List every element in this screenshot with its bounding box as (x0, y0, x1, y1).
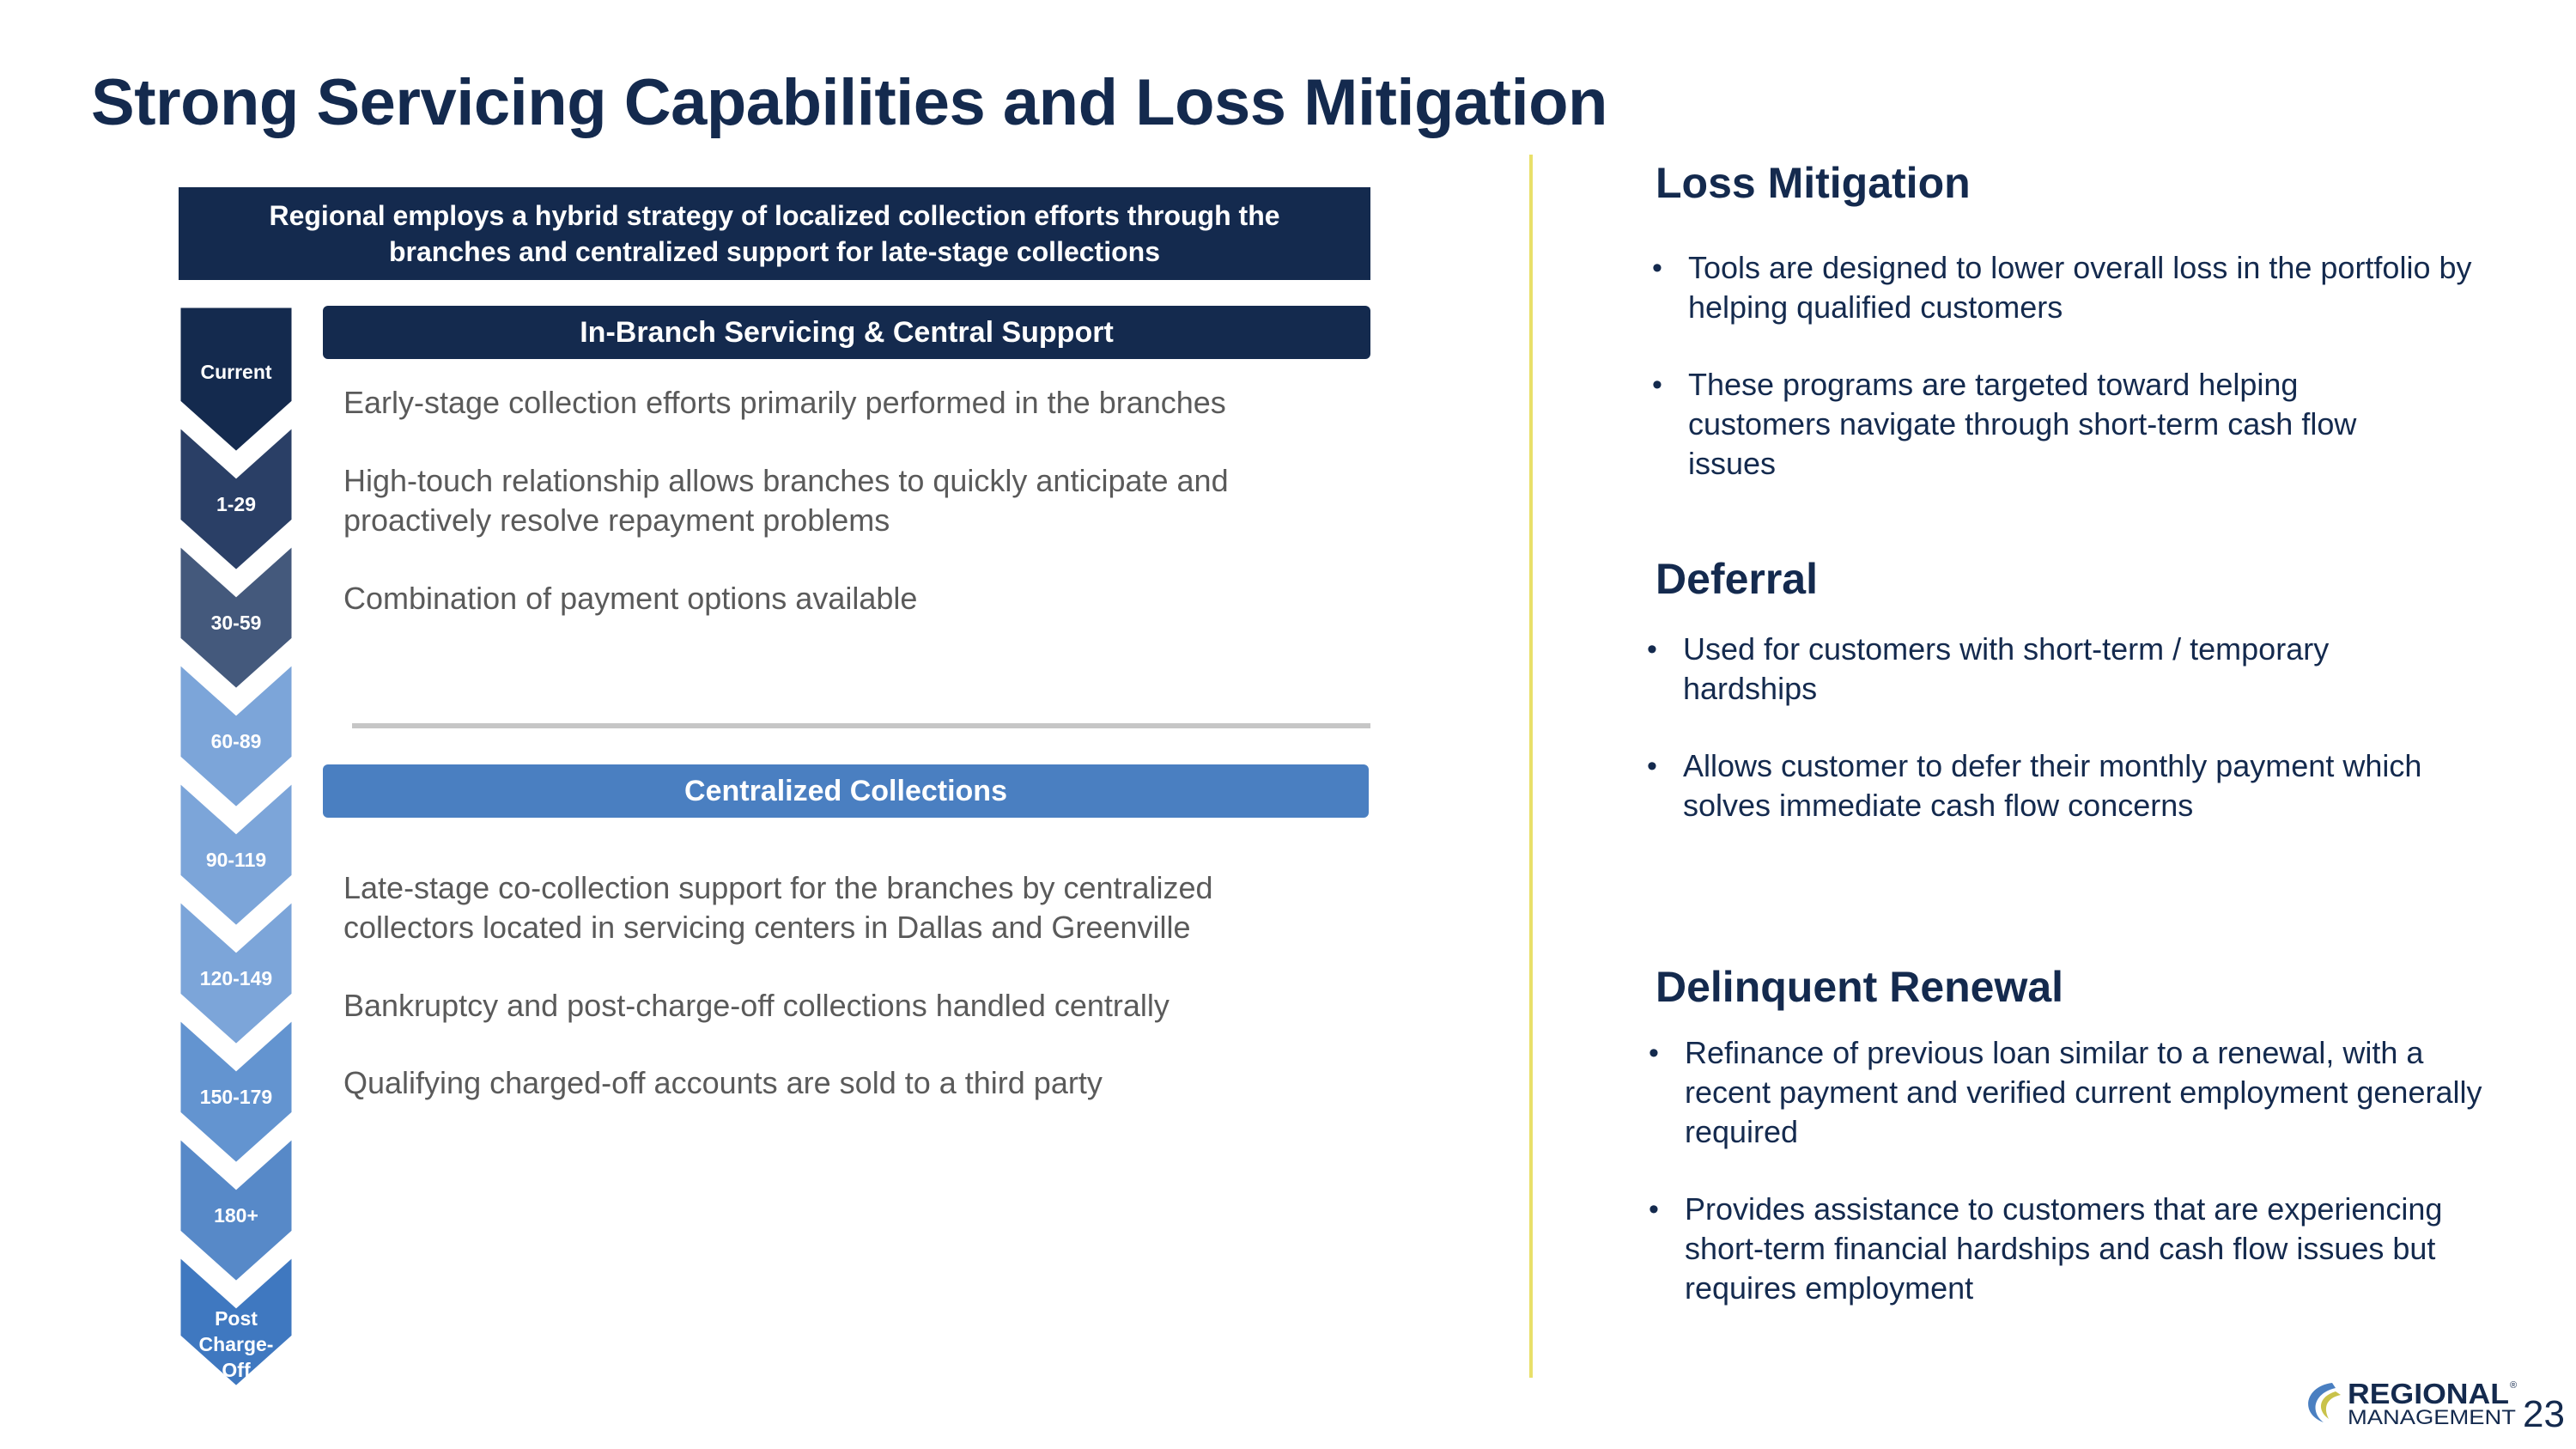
page-number: 23 (2523, 1393, 2565, 1435)
chevron-label-7: 150-179 (199, 1086, 273, 1108)
in-branch-header: In-Branch Servicing & Central Support (323, 306, 1370, 359)
column-divider (1529, 155, 1533, 1378)
branch-item-2: High-touch relationship allows branches to quickly anticipate and proactively resolve repayment problems (343, 463, 1229, 538)
logo-line2: MANAGEMENT (2348, 1406, 2517, 1429)
loss-mitigation-bullet-2: • These programs are targeted toward helping customers navigate through short-term cash flow issues (1652, 367, 2357, 481)
bullet-dot: • (1649, 1193, 1659, 1226)
chevron-label-2: 1-29 (216, 493, 257, 515)
page-title: Strong Servicing Capabilities and Loss Mitigation (91, 66, 1607, 139)
strategy-banner: Regional employs a hybrid strategy of localized collection efforts through the branches and centralized support for late-stage collections (179, 187, 1370, 280)
logo-line1: REGIONAL (2348, 1378, 2509, 1409)
branch-item-1: Early-stage collection efforts primarily performed in the branches (343, 385, 1226, 420)
loss-mitigation-heading: Loss Mitigation (1656, 159, 1971, 207)
centralized-header: Centralized Collections (323, 764, 1369, 818)
bullet-dot: • (1647, 633, 1657, 666)
delinquent-renewal-bullet-1: • Refinance of previous loan similar to a renewal, with a recent payment and verified current employment generally required (1649, 1035, 2482, 1149)
branch-item-3: Combination of payment options available (343, 581, 918, 616)
bullet-dot: • (1652, 252, 1662, 284)
loss-mitigation-bullet-1: • Tools are designed to lower overall loss in the portfolio by helping qualified customers (1652, 250, 2472, 325)
deferral-bullet-2: • Allows customer to defer their monthly payment which solves immediate cash flow concerns (1647, 748, 2422, 823)
chevron-label-9: Post Charge-Off (198, 1307, 274, 1381)
deferral-heading: Deferral (1656, 555, 1818, 603)
chevron-label-6: 120-149 (199, 967, 273, 989)
chevron-label-8: 180+ (214, 1204, 258, 1227)
bullet-dot: • (1652, 368, 1662, 401)
deferral-bullet-1: • Used for customers with short-term / temporary hardships (1647, 631, 2330, 706)
bullet-dot: • (1649, 1037, 1659, 1069)
bullet-dot: • (1647, 750, 1657, 782)
central-item-1: Late-stage co-collection support for the branches by centralized collectors located in servicing centers in Dallas and Greenville (343, 870, 1213, 945)
chevron-label-5: 90-119 (205, 849, 267, 871)
central-item-3: Qualifying charged-off accounts are sold to a third party (343, 1065, 1103, 1100)
delinquency-chevron-timeline (179, 306, 294, 1440)
regional-management-logo (2298, 1376, 2521, 1429)
chevron-label-3: 30-59 (210, 612, 262, 634)
central-item-2: Bankruptcy and post-charge-off collections handled centrally (343, 988, 1170, 1023)
chevron-label-1: Current (200, 361, 272, 383)
section-divider (352, 723, 1370, 728)
logo-mark: ® (2510, 1380, 2518, 1391)
delinquent-renewal-heading: Delinquent Renewal (1656, 963, 2064, 1011)
chevron-label-4: 60-89 (210, 730, 262, 752)
delinquent-renewal-bullet-2: • Provides assistance to customers that are experiencing short-term financial hardships and cash flow issues but requires employment (1649, 1191, 2443, 1306)
